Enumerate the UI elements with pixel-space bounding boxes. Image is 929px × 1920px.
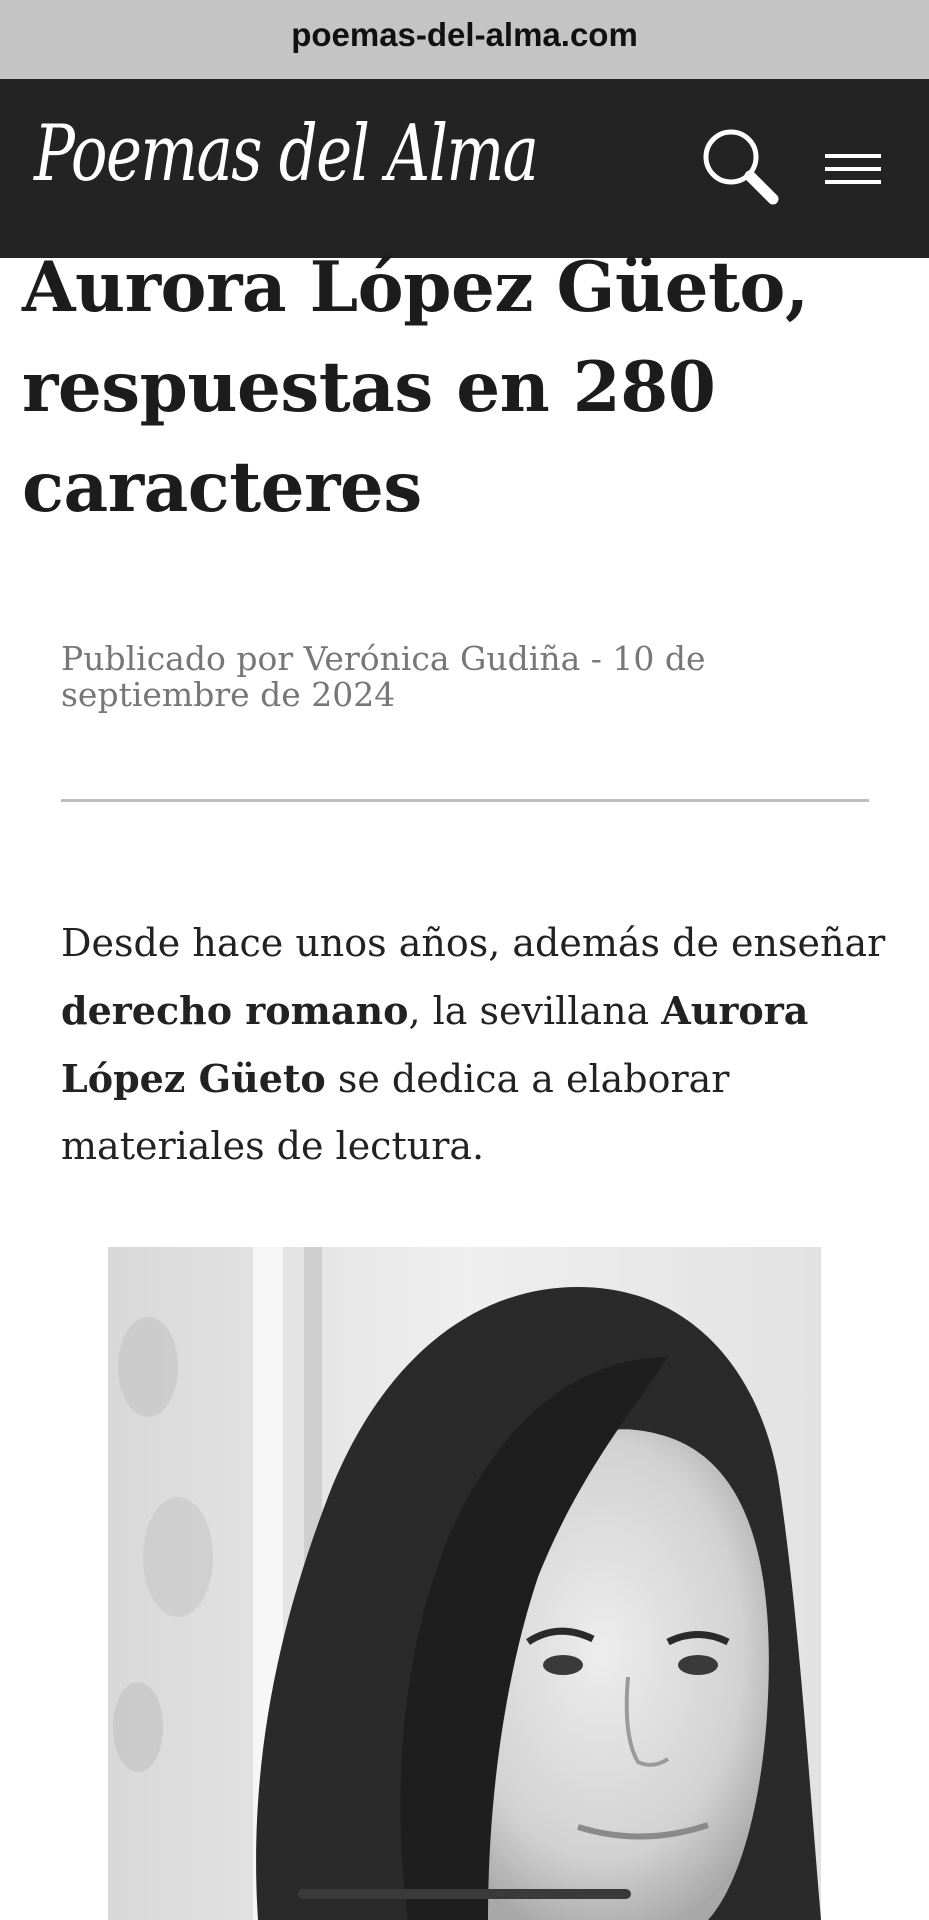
byline-prefix: Publicado por [61, 639, 294, 678]
intro-text: se dedica a elaborar materiales de lectura. [61, 1057, 730, 1168]
hamburger-menu-icon [822, 152, 884, 188]
home-indicator [298, 1889, 631, 1899]
title-line: Aurora López Güeto, [22, 247, 809, 328]
article-intro [61, 910, 891, 1180]
byline-date: septiembre de 2024 [61, 675, 396, 714]
site-logo[interactable]: Poemas del Alma [34, 109, 538, 199]
byline-author[interactable]: Verónica Gudiña [303, 639, 581, 678]
menu-button[interactable] [822, 152, 884, 188]
portrait-image [108, 1247, 821, 1920]
search-icon [698, 124, 782, 208]
divider [61, 799, 869, 802]
title-line: respuestas en 280 [22, 347, 716, 428]
intro-text: Desde hace unos años, además de enseñar [61, 921, 886, 965]
author-photo [108, 1247, 821, 1920]
site-header [0, 79, 929, 258]
url-text[interactable]: poemas-del-alma.com [291, 15, 638, 53]
article-byline [61, 641, 871, 713]
browser-url-bar[interactable] [0, 0, 929, 79]
byline-date: 10 de [612, 639, 706, 678]
byline-separator: - [590, 639, 602, 678]
intro-bold: derecho romano [61, 988, 409, 1033]
search-button[interactable] [698, 124, 782, 208]
intro-text: , la sevillana [408, 989, 662, 1033]
intro-bold: Aurora López Güeto [61, 988, 809, 1101]
title-line: caracteres [22, 447, 422, 528]
article-title [22, 238, 902, 538]
